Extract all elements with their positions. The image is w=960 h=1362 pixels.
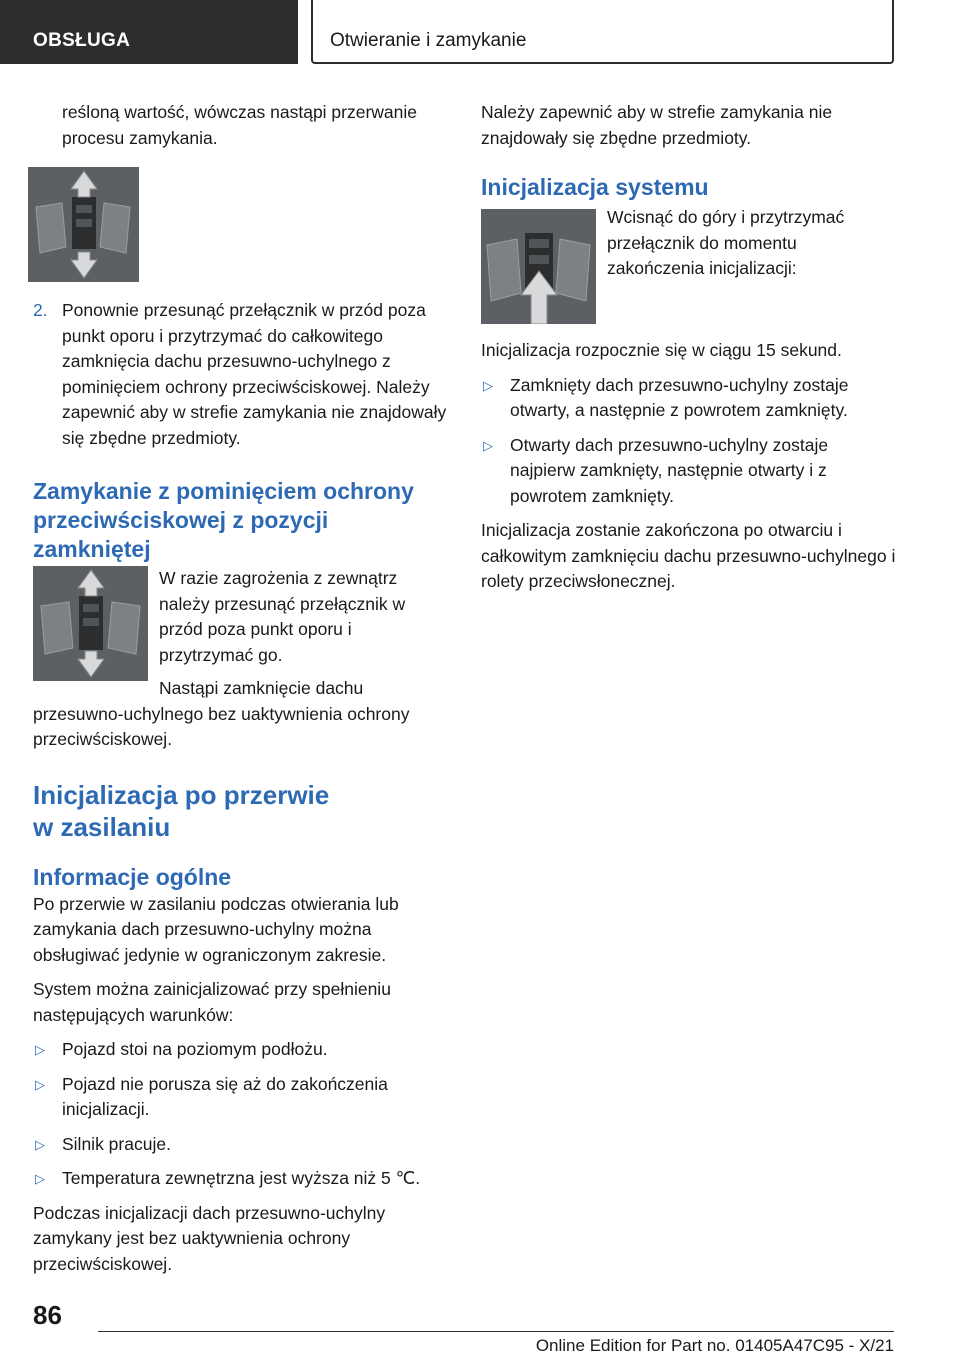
- step-2: [33, 298, 448, 451]
- closing-paragraph: Podczas inicjalizacji dach przesuwno-uchylny zamykany jest bez uaktywnienia ochrony przeciwściskowej.: [33, 1202, 386, 1274]
- roof-switch-illustration: [481, 209, 596, 324]
- switch-push-pull-image: [28, 167, 139, 282]
- roof-switch-illustration: [33, 566, 148, 681]
- section-title: OBSŁUGA: [33, 30, 131, 51]
- triangle-bullet-icon: ▷: [35, 1136, 45, 1152]
- bypass-figure-block: [33, 566, 448, 685]
- heading-power-interruption: Inicjalizacja po przerwie w zasilaniu: [33, 779, 330, 842]
- chapter-tab: [311, 0, 894, 64]
- right-intro-paragraph: Należy zapewnić aby w strefie zamykania nie znajdowały się zbędne przedmioty.: [481, 102, 833, 148]
- condition-item: ▷ Pojazd nie porusza się aż do zakończenia inicjalizacji.: [35, 1073, 388, 1119]
- heading-bypass: Zamykanie z pominięciem ochrony przeciwściskowej z pozycji zamkniętej: [33, 478, 414, 562]
- section-tab: [0, 0, 298, 64]
- intro-paragraph: reśloną wartość, wówczas nastąpi przerwanie procesu zamykania.: [62, 102, 418, 148]
- triangle-bullet-icon: ▷: [483, 437, 493, 453]
- footer-edition: Online Edition for Part no. 01405A47C95 - X/21: [535, 1336, 894, 1355]
- page-number: 86: [33, 1300, 62, 1330]
- switch-forward-image: [33, 566, 148, 681]
- init-figure-block: [481, 209, 896, 330]
- heading-system-init: Inicjalizacja systemu: [481, 174, 709, 200]
- heading-general-info: Informacje ogólne: [33, 863, 232, 890]
- condition-item: ▷ Temperatura zewnętrzna jest wyższa niż 5 ℃.: [33, 1166, 448, 1192]
- init-start-paragraph: Inicjalizacja rozpocznie się w ciągu 15 sekund.: [481, 340, 842, 360]
- condition-item: ▷ Pojazd stoi na poziomym podłożu.: [33, 1037, 448, 1063]
- switch-push-up-image: [481, 209, 596, 324]
- general-paragraph: Po przerwie w zasilaniu podczas otwierania lub zamykania dach przesuwno-uchylny można obsługiwać jedynie w ograniczonym zakresie.: [33, 893, 399, 965]
- triangle-bullet-icon: ▷: [35, 1076, 45, 1092]
- init-final-paragraph: Inicjalizacja zostanie zakończona po otwarciu i całkowitym zamknięciu dachu przesuwno-uchylnego i rolety przeciwsłonecznej.: [481, 520, 896, 591]
- conditions-intro: System można zainicjalizować przy spełnieniu następujących warunków:: [33, 979, 391, 1025]
- right-column: [481, 100, 896, 604]
- condition-item: ▷ Silnik pracuje.: [33, 1132, 448, 1158]
- footer-divider: [98, 1331, 894, 1332]
- triangle-bullet-icon: ▷: [35, 1042, 45, 1057]
- triangle-bullet-icon: ▷: [483, 377, 493, 393]
- bypass-result: Nastąpi zamknięcie dachu przesuwno-uchylnego bez uaktywnienia ochrony przeciwściskowej.: [33, 678, 410, 749]
- roof-switch-illustration: [28, 167, 139, 282]
- init-step: ▷ Zamknięty dach przesuwno-uchylny zostaje otwarty, a następnie z powrotem zamknięty.: [483, 374, 849, 420]
- triangle-bullet-icon: ▷: [35, 1171, 45, 1186]
- step-number: 2.: [33, 300, 48, 320]
- step-text: Ponownie przesunąć przełącznik w przód poza punkt oporu i przytrzymać do całkowitego zamknięcia dachu przesuwno-uchylnego z pominięciem ochrony przeciwściskowej. Należy zapewnić aby w strefie zamykania nie znajdowały się zbędne przedmioty.: [62, 300, 447, 448]
- init-step: ▷ Otwarty dach przesuwno-uchylny zostaje najpierw zamknięty, następnie otwarty i z powrotem zamknięty.: [483, 434, 829, 506]
- init-instruction: Wcisnąć do góry i przytrzymać przełącznik do momentu zakończenia inicjalizacji:: [607, 207, 845, 278]
- left-column: [33, 100, 448, 1286]
- chapter-title: Otwieranie i zamykanie: [330, 30, 527, 51]
- bypass-instruction: W razie zagrożenia z zewnątrz należy przesunąć przełącznik w przód poza punkt oporu i przytrzymać go.: [159, 568, 406, 665]
